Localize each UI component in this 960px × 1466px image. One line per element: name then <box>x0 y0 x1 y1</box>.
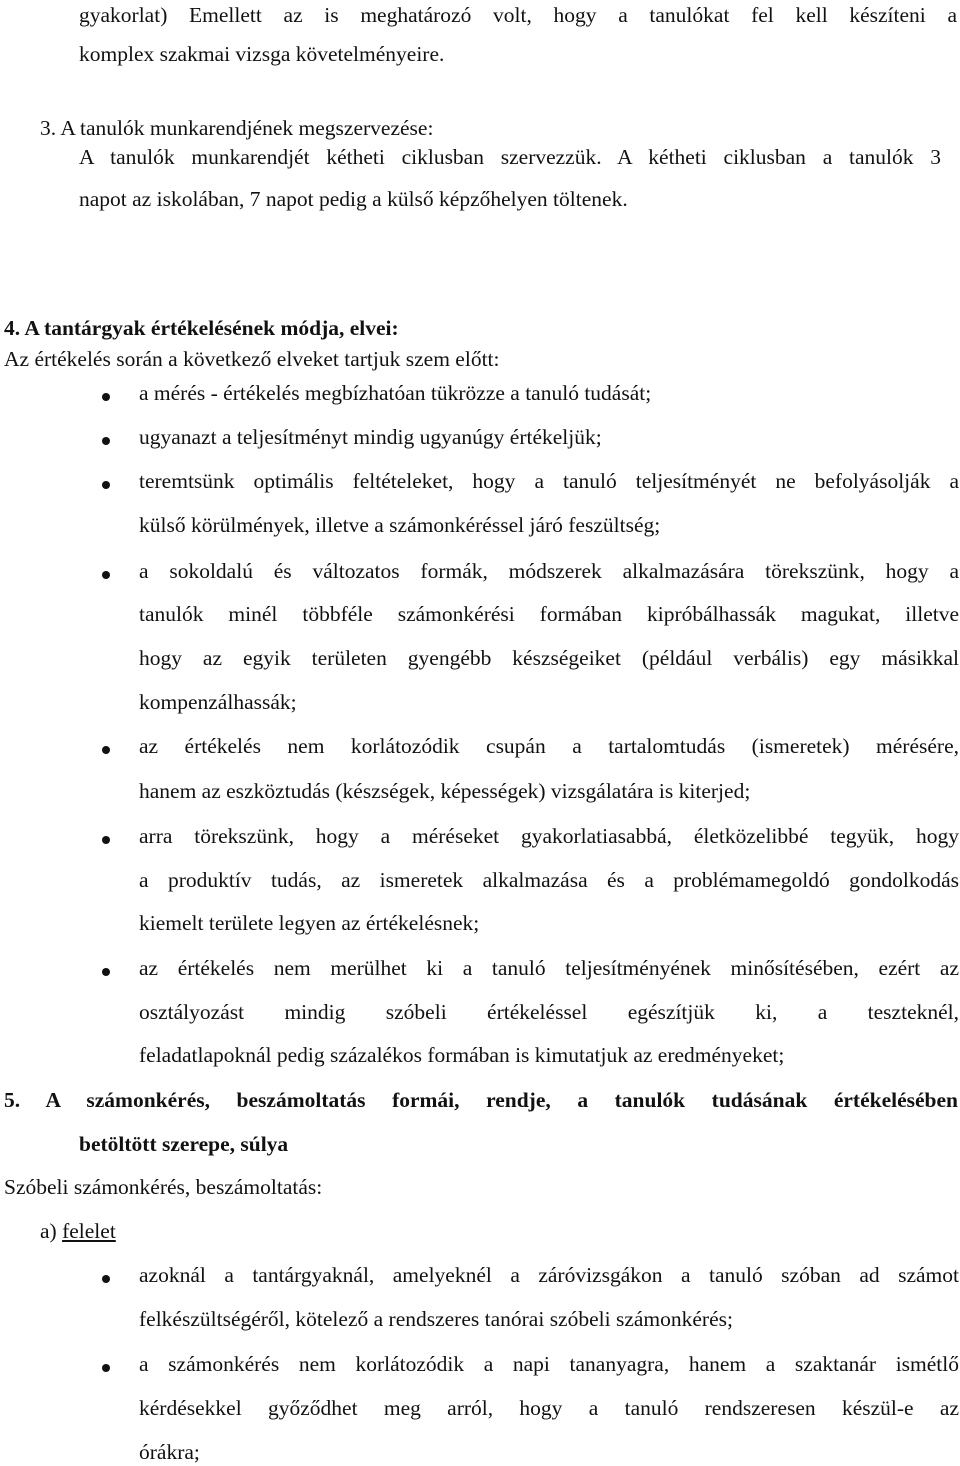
bullet-icon <box>102 746 110 754</box>
bullet-icon <box>102 437 110 445</box>
section-5-heading-line-1: 5. A számonkérés, beszámoltatás formái, rendje, a tanulók tudásának értékelésében <box>4 1088 958 1112</box>
intro-line-1: gyakorlat) Emellett az is meghatározó volt, hogy a tanulókat fel kell készíteni a <box>79 3 957 27</box>
section-4-heading: 4. A tantárgyak értékelésének módja, elvei: <box>4 316 399 340</box>
section-4-bullet-7-line-3: feladatlapoknál pedig százalékos formában is kimutatjuk az eredményeket; <box>139 1043 785 1067</box>
bullet-icon <box>102 393 110 401</box>
item-a-prefix: a) <box>40 1219 57 1243</box>
section-4-bullet-4-line-2: tanulók minél többféle számonkérési formában kipróbálhassák magukat, illetve <box>139 602 959 626</box>
section-5-bullet-1-line-1: azoknál a tantárgyaknál, amelyeknél a záróvizsgákon a tanuló szóban ad számot <box>139 1263 959 1287</box>
item-a <box>40 1221 116 1243</box>
section-4-bullet-7-line-1: az értékelés nem merülhet ki a tanuló teljesítményének minősítésében, ezért az <box>139 956 959 980</box>
section-5-bullet-2-line-3: órákra; <box>139 1440 200 1464</box>
item-a-label: felelet <box>62 1219 116 1243</box>
section-4-bullet-4-line-3: hogy az egyik területen gyengébb készségeiket (például verbális) egy másikkal <box>139 646 959 670</box>
section-4-bullet-6-line-2: a produktív tudás, az ismeretek alkalmazása és a problémamegoldó gondolkodás <box>139 868 959 892</box>
bullet-icon <box>102 1275 110 1283</box>
section-5-bullet-2-line-1: a számonkérés nem korlátozódik a napi tananyagra, hanem a szaktanár ismétlő <box>139 1352 959 1376</box>
section-4-bullet-3-line-1: teremtsünk optimális feltételeket, hogy a tanuló teljesítményét ne befolyásolják a <box>139 469 959 493</box>
intro-line-2: komplex szakmai vizsga követelményeire. <box>79 42 445 66</box>
section-4-intro: Az értékelés során a következő elveket tartjuk szem előtt: <box>4 347 500 371</box>
section-4-bullet-6-line-3: kiemelt területe legyen az értékelésnek; <box>139 911 480 935</box>
section-4-bullet-5-line-1: az értékelés nem korlátozódik csupán a tartalomtudás (ismeretek) mérésére, <box>139 734 959 758</box>
section-3-line-2: napot az iskolában, 7 napot pedig a külső képzőhelyen töltenek. <box>79 187 628 211</box>
section-4-bullet-7-line-2: osztályozást mindig szóbeli értékeléssel egészítjük ki, a teszteknél, <box>139 1000 959 1024</box>
bullet-icon <box>102 571 110 579</box>
section-4-bullet-2-line-1: ugyanazt a teljesítményt mindig ugyanúgy értékeljük; <box>139 425 602 449</box>
section-4-bullet-5-line-2: hanem az eszköztudás (készségek, képességek) vizsgálatára is kiterjed; <box>139 779 751 803</box>
bullet-icon <box>102 968 110 976</box>
bullet-icon <box>102 481 110 489</box>
bullet-icon <box>102 836 110 844</box>
section-4-bullet-4-line-4: kompenzálhassák; <box>139 690 297 714</box>
section-4-bullet-1-line-1: a mérés - értékelés megbízhatóan tükrözze a tanuló tudását; <box>139 381 652 405</box>
section-5-subheading: Szóbeli számonkérés, beszámoltatás: <box>4 1175 323 1199</box>
section-5-heading-line-2: betöltött szerepe, súlya <box>79 1132 289 1156</box>
section-5-bullet-2-line-2: kérdésekkel győződhet meg arról, hogy a tanuló rendszeresen készül-e az <box>139 1396 959 1420</box>
section-3-heading: 3. A tanulók munkarendjének megszervezése: <box>40 116 434 140</box>
bullet-icon <box>102 1364 110 1372</box>
section-4-bullet-6-line-1: arra törekszünk, hogy a méréseket gyakorlatiasabbá, életközelibbé tegyük, hogy <box>139 824 959 848</box>
section-4-bullet-3-line-2: külső körülmények, illetve a számonkéréssel járó feszültség; <box>139 513 661 537</box>
section-3-line-1: A tanulók munkarendjét kétheti ciklusban szervezzük. A kétheti ciklusban a tanulók 3 <box>79 145 941 169</box>
section-5-bullet-1-line-2: felkészültségéről, kötelező a rendszeres tanórai szóbeli számonkérés; <box>139 1307 733 1331</box>
section-4-bullet-4-line-1: a sokoldalú és változatos formák, módszerek alkalmazására törekszünk, hogy a <box>139 559 959 583</box>
